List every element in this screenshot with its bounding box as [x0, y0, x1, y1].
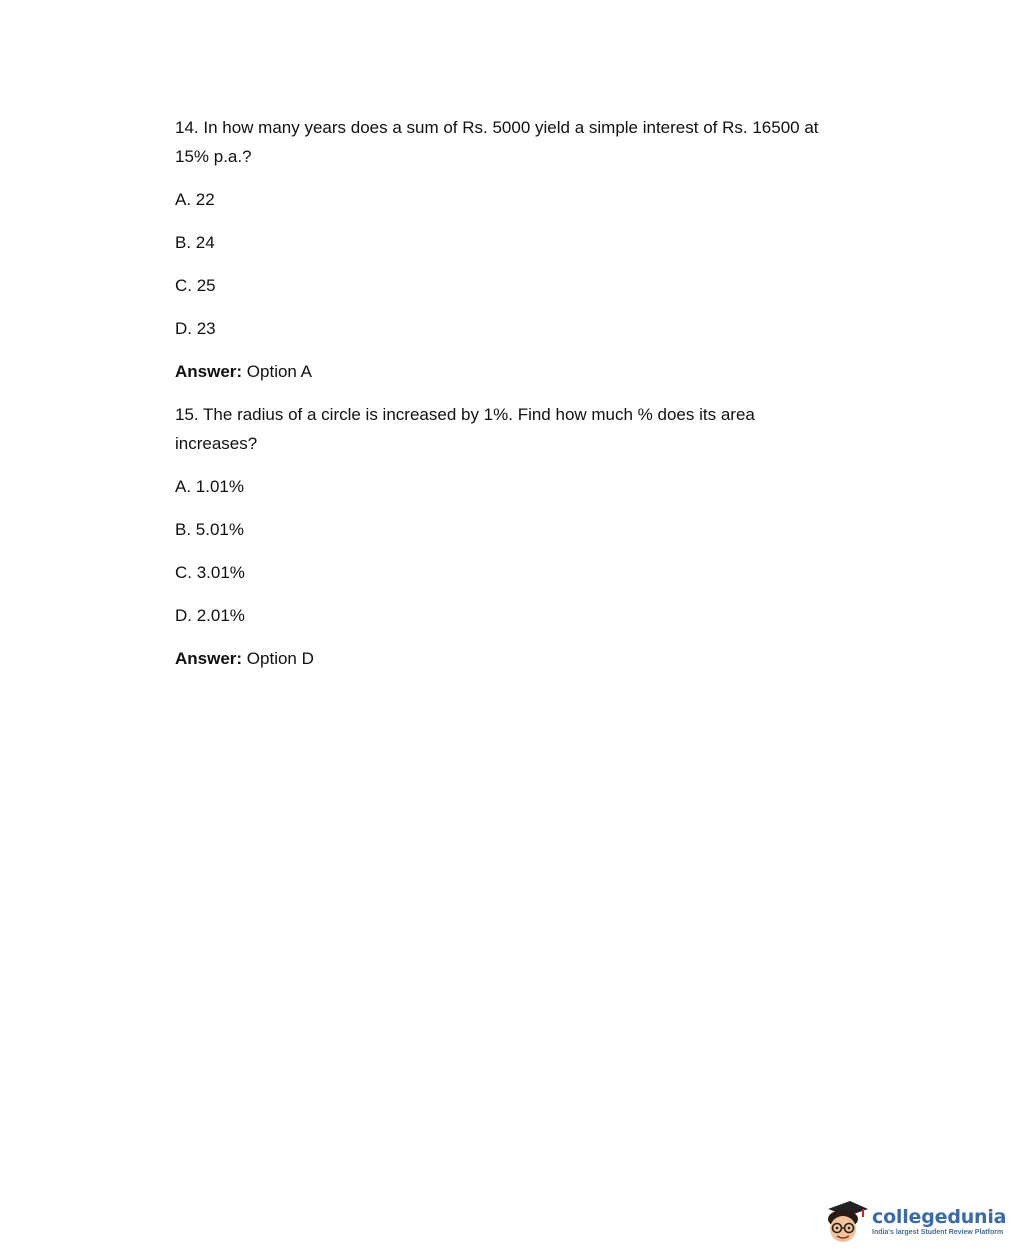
answer-label: Answer:: [175, 649, 243, 668]
collegedunia-logo: [822, 1196, 1007, 1246]
question-content: [175, 113, 855, 687]
option-c: C. 25: [175, 276, 216, 295]
student-mascot-icon: [822, 1197, 870, 1245]
option-c: C. 3.01%: [175, 563, 245, 582]
question-text: 15. The radius of a circle is increased by 1%. Find how much % does its area increases?: [175, 405, 755, 453]
brand-text: [872, 1206, 1006, 1237]
option-a: A. 22: [175, 190, 215, 209]
answer-line: [175, 644, 855, 673]
answer-value: Option A: [242, 362, 313, 381]
question-block-14: [175, 113, 855, 386]
question-block-15: [175, 400, 855, 673]
brand-name: collegedunia: [872, 1205, 1007, 1228]
option-d: D. 2.01%: [175, 606, 245, 625]
option-b: B. 24: [175, 233, 215, 252]
brand-tagline: India's largest Student Review Platform: [872, 1228, 1004, 1236]
answer-label: Answer:: [175, 362, 243, 381]
option-a: A. 1.01%: [175, 477, 244, 496]
answer-value: Option D: [242, 649, 314, 668]
option-d: D. 23: [175, 319, 216, 338]
question-text: 14. In how many years does a sum of Rs. 5000 yield a simple interest of Rs. 16500 at 15% p.a.?: [175, 118, 819, 166]
answer-line: [175, 357, 855, 386]
option-b: B. 5.01%: [175, 520, 244, 539]
